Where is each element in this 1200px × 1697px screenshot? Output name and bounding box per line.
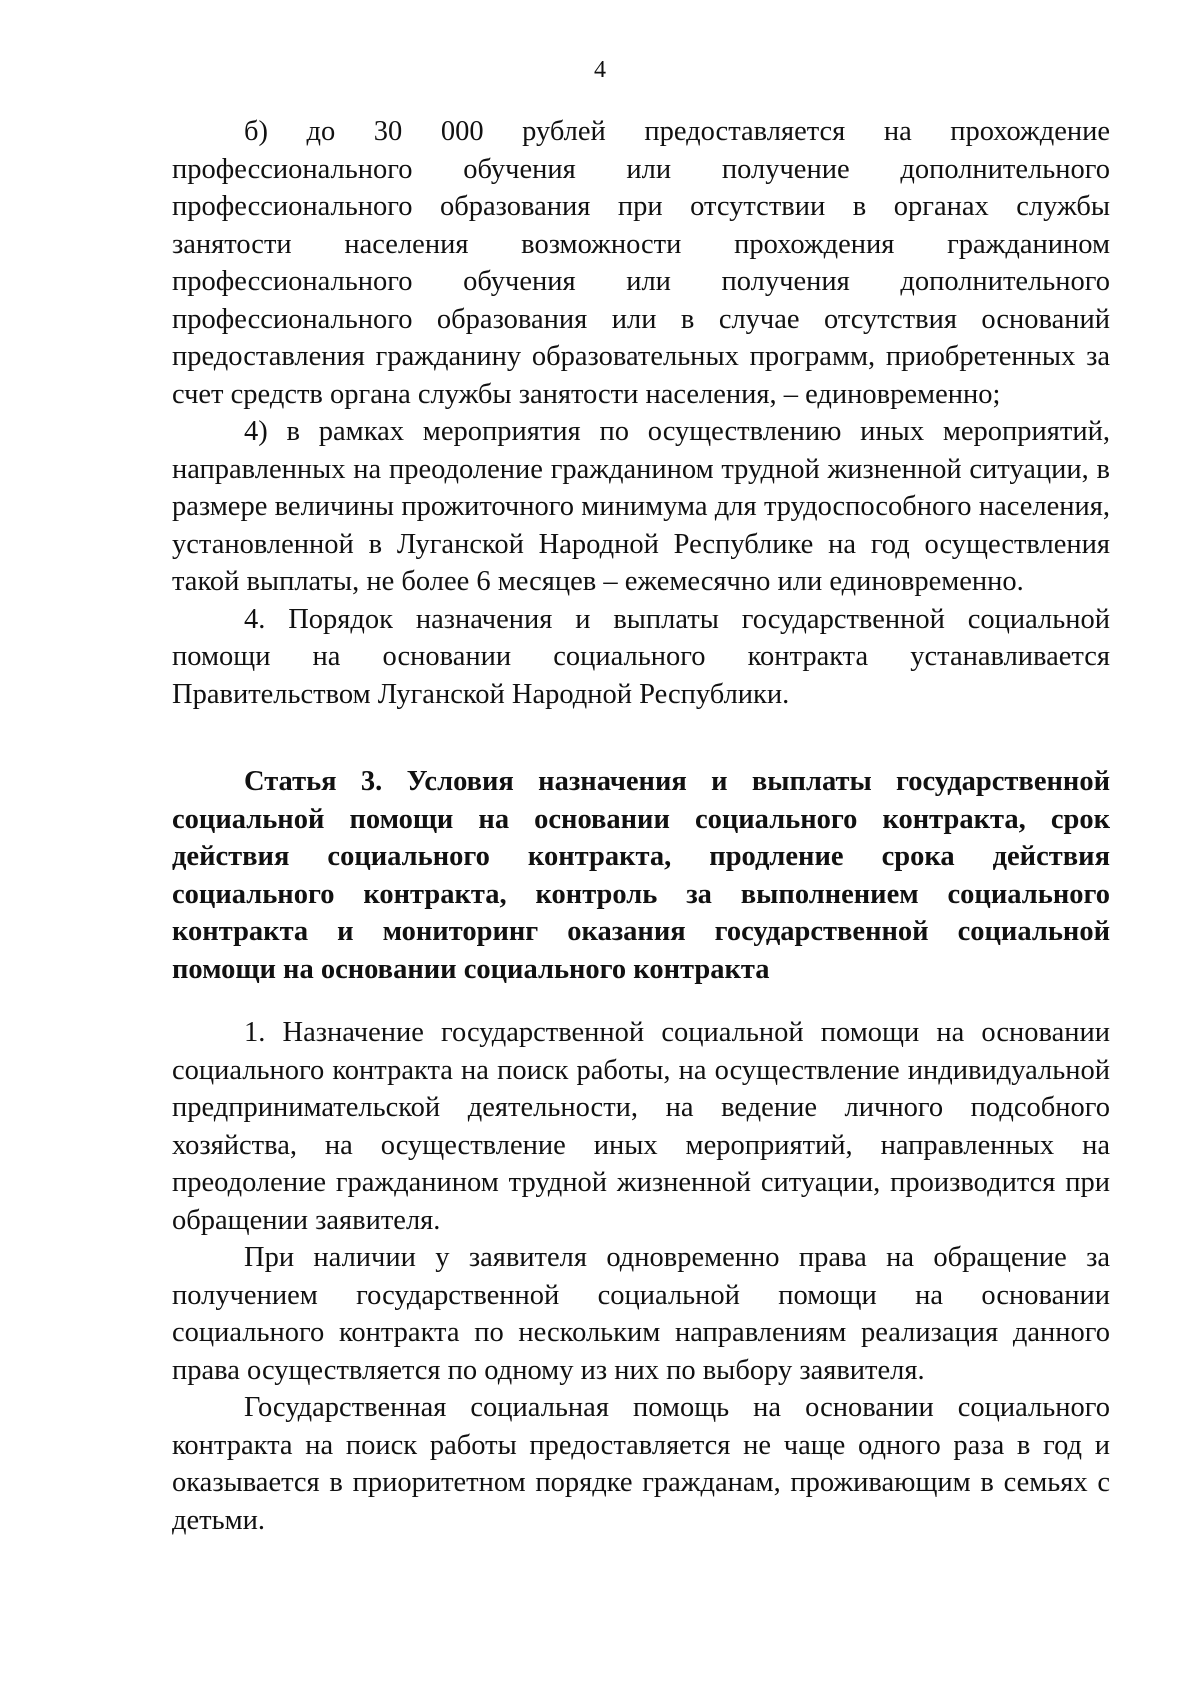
- article-heading: Статья 3. Условия назначения и выплаты государственной социальной помощи на основании социального контракта, срок действия социального контракта, продление срока действия социального контракта, контроль за выполнением социального контракта и мониторинг оказания государственной социальной помощи на основании социального контракта: [172, 766, 1110, 985]
- paragraph-job-search-frequency: Государственная социальная помощь на основании социального контракта на поиск работы предоставляется не чаще одного раза в год и оказывается в приоритетном порядке гражданам, проживающим в семьях с детьми.: [172, 1392, 1110, 1536]
- paragraph-multiple-rights: При наличии у заявителя одновременно права на обращение за получением государственной социальной помощи на основании социального контракта по нескольким направлениям реализация данного права осуществляется по одному из них по выбору заявителя.: [172, 1242, 1110, 1386]
- paragraph-clause-4: 4. Порядок назначения и выплаты государственной социальной помощи на основании социального контракта устанавливается Правительством Луганской Народной Республики.: [172, 603, 1110, 710]
- paragraph-group-top: [172, 113, 1110, 713]
- paragraph-item-4: 4) в рамках мероприятия по осуществлению иных мероприятий, направленных на преодоление гражданином трудной жизненной ситуации, в размере величины прожиточного минимума для трудоспособного населения, установленной в Луганской Народной Республике на год осуществления такой выплаты, не более 6 месяцев – ежемесячно или единовременно.: [172, 416, 1110, 597]
- paragraph-subitem-b: б) до 30 000 рублей предоставляется на прохождение профессионального обучения или получение дополнительного профессионального образования при отсутствии в органах службы занятости населения возможности прохождения гражданином профессионального обучения или получения дополнительного профессионального образования или в случае отсутствия оснований предоставления гражданину образовательных программ, приобретенных за счет средств органа службы занятости населения, – единовременно;: [172, 116, 1110, 410]
- paragraph-clause-1: 1. Назначение государственной социальной помощи на основании социального контракта на поиск работы, на осуществление индивидуальной предпринимательской деятельности, на ведение личного подсобного хозяйства, на осуществление иных мероприятий, направленных на преодоление гражданином трудной жизненной ситуации, производится при обращении заявителя.: [172, 1017, 1110, 1236]
- paragraph-group-bottom: [172, 1014, 1110, 1539]
- page-number: 4: [594, 57, 606, 83]
